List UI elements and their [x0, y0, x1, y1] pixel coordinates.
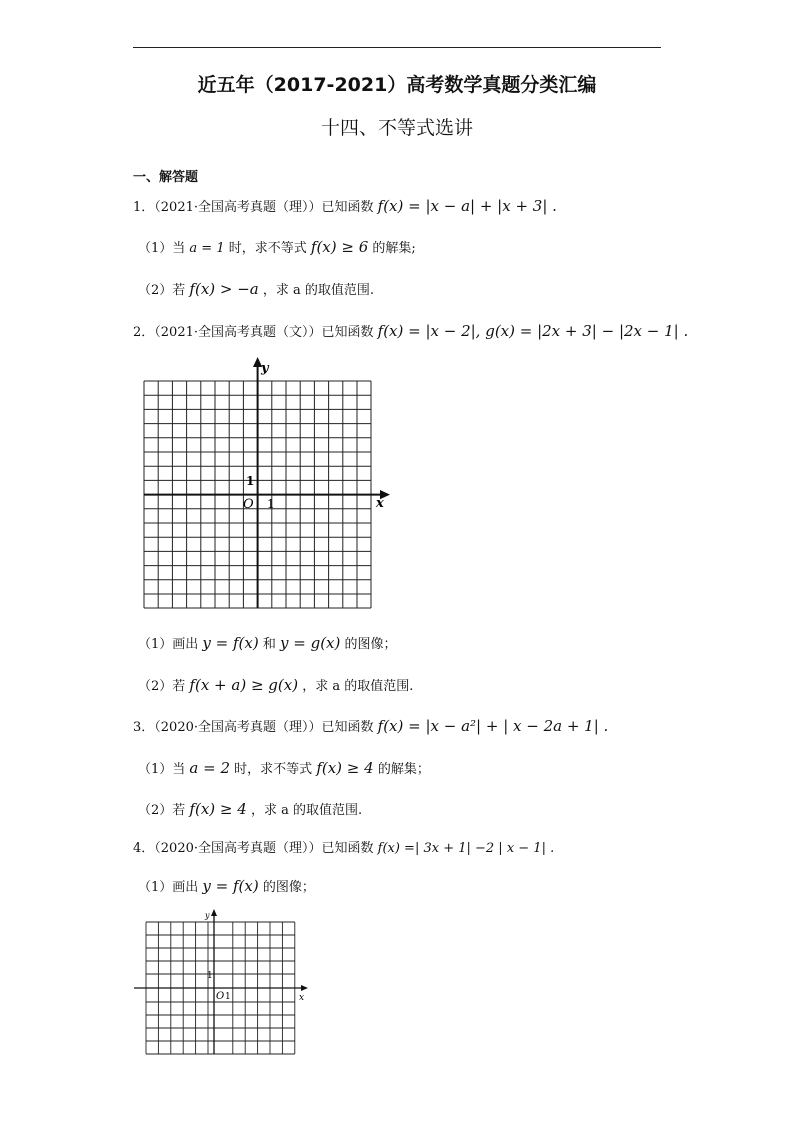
question-4-function: f(x) =| 3x + 1| −2 | x − 1| . [377, 841, 555, 856]
question-1-stem [133, 196, 557, 215]
coordinate-grid-small [132, 908, 312, 1060]
q2-part1-equation-g: y = g(x) [280, 634, 341, 652]
q3-part1-suffix: 的解集； [377, 762, 430, 777]
y-tick-label: 1 [207, 971, 213, 981]
q1-part1-suffix: 的解集; [372, 241, 416, 256]
q3-part1-inequality: f(x) ≥ 4 [316, 759, 374, 777]
question-1-part-2 [138, 279, 374, 298]
question-4-source: 4．（2020·全国高考真题（理））已知函数 [133, 841, 374, 856]
question-4-part-1 [138, 876, 315, 895]
q1-part1-condition: a = 1 [189, 241, 225, 256]
question-2-part-2 [138, 675, 413, 694]
axes [144, 361, 386, 608]
q2-part1-middle: 和 [262, 637, 276, 652]
axes [134, 912, 304, 1054]
q2-part2-suffix: ，求 a 的取值范围. [302, 679, 414, 694]
question-1-source: 1．（2021·全国高考真题（理））已知函数 [133, 200, 374, 215]
question-3-part-2 [138, 799, 362, 818]
q2-part1-equation-f: y = f(x) [202, 634, 259, 652]
origin-label: O [216, 991, 225, 1002]
x-tick-label: 1 [267, 497, 275, 511]
q3-part2-suffix: ，求 a 的取值范围. [250, 803, 363, 818]
question-4-stem [133, 837, 554, 856]
x-tick-label: 1 [225, 992, 231, 1002]
q4-part1-suffix: 的图像； [262, 880, 315, 895]
question-1-part-1 [138, 237, 416, 256]
question-3-stem [133, 716, 608, 735]
q1-part1-inequality: f(x) ≥ 6 [310, 238, 369, 256]
question-2-stem [133, 321, 688, 340]
q1-part2-suffix: ，求 a 的取值范围. [262, 283, 375, 298]
y-tick-label: 1 [246, 474, 255, 488]
question-2-function: f(x) = |x − 2|, g(x) = |2x + 3| − |2x − 1| . [377, 322, 689, 340]
question-2-part-1 [138, 633, 397, 652]
section-heading: 一、解答题 [133, 170, 199, 185]
q2-part1-suffix: 的图像； [344, 637, 397, 652]
q4-part1-equation: y = f(x) [202, 877, 259, 895]
q3-part1-condition: a = 2 [189, 759, 231, 777]
q2-part2-prefix: （2）若 [138, 679, 186, 694]
question-3-part-1 [138, 758, 430, 777]
y-axis-label: y [261, 361, 269, 376]
q3-part1-prefix: （1）当 [138, 762, 186, 777]
q3-part1-middle: 时，求不等式 [234, 762, 313, 777]
x-axis-arrow-icon [301, 985, 308, 991]
y-axis-arrow-icon [211, 909, 217, 916]
question-1-function: f(x) = |x − a| + |x + 3| . [377, 197, 557, 215]
origin-label: O [243, 497, 254, 512]
q1-part2-inequality: f(x) > −a [189, 280, 259, 298]
question-3-source: 3．（2020·全国高考真题（理））已知函数 [133, 720, 374, 735]
y-axis-label: y [205, 911, 210, 920]
header-rule [133, 47, 661, 48]
question-2-source: 2．（2021·全国高考真题（文））已知函数 [133, 325, 374, 340]
q3-part2-prefix: （2）若 [138, 803, 186, 818]
x-axis-label: x [299, 993, 305, 1003]
q4-part1-prefix: （1）画出 [138, 880, 199, 895]
q1-part1-middle: 时，求不等式 [228, 241, 307, 256]
q1-part1-prefix: （1）当 [138, 241, 186, 256]
q3-part2-inequality: f(x) ≥ 4 [189, 800, 247, 818]
x-axis-label: x [376, 496, 384, 511]
document-title: 近五年（2017-2021）高考数学真题分类汇编 [197, 74, 597, 96]
q2-part2-inequality: f(x + a) ≥ g(x) [189, 676, 299, 694]
q1-part2-prefix: （2）若 [138, 283, 186, 298]
q2-part1-prefix: （1）画出 [138, 637, 199, 652]
document-subtitle: 十四、不等式选讲 [320, 117, 473, 139]
question-3-function: f(x) = |x − a²| + | x − 2a + 1| . [377, 717, 609, 735]
coordinate-grid-large [130, 355, 392, 615]
